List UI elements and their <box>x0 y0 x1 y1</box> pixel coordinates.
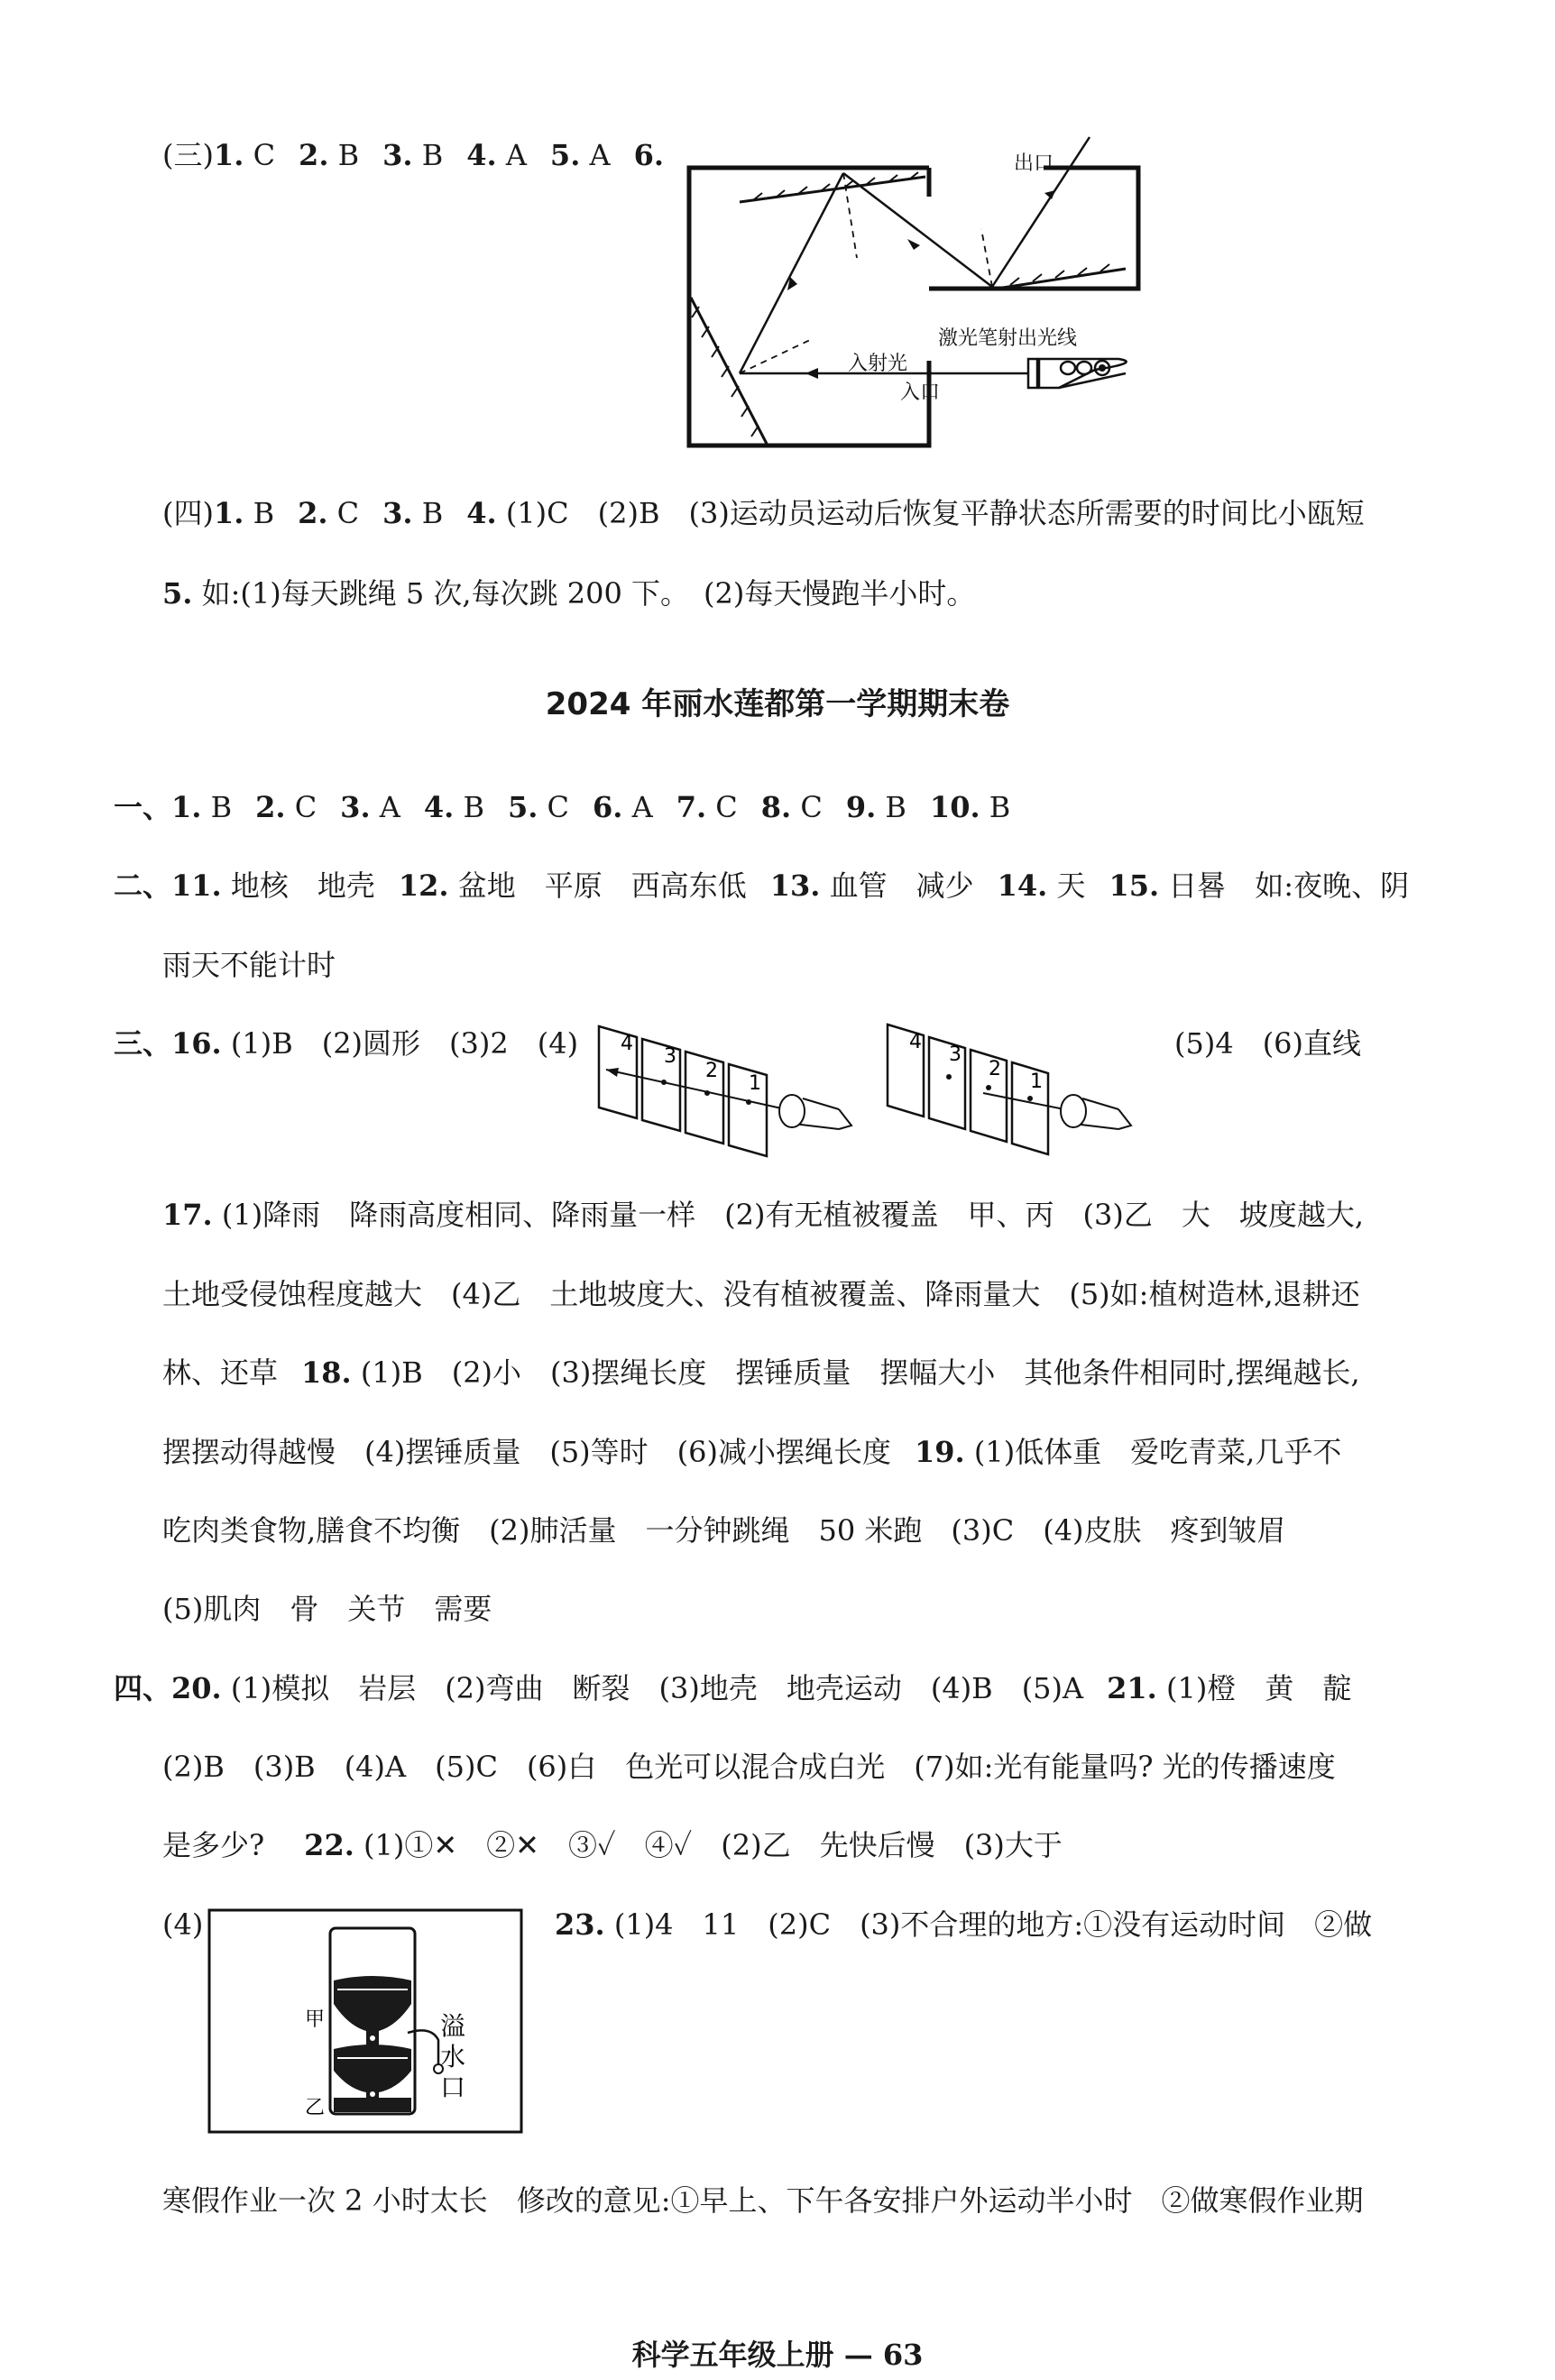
svg-text:溢: 溢 <box>440 2011 466 2041</box>
sec3-answers: (三)1. C 2. B 3. B 4. A 5. A 6. <box>162 138 665 172</box>
svg-text:3: 3 <box>664 1045 676 1068</box>
sec4-line2: 5. 如:(1)每天跳绳 5 次,每次跳 200 下。 (2)每天慢跑半小时。 <box>162 576 976 611</box>
part1-answers: 一、1. B 2. C 3. A 4. B 5. C 6. A 7. C 8. C 9. B 10. B <box>114 790 1011 824</box>
svg-text:3: 3 <box>949 1043 962 1066</box>
q18-q19-line4: 摆摆动得越慢 (4)摆锤质量 (5)等时 (6)减小摆绳长度 19. (1)低体重 爱吃青菜,几乎不 <box>162 1435 1342 1469</box>
exit-label: 出口 <box>1014 152 1054 175</box>
q20-q21-line: 四、20. (1)模拟 岩层 (2)弯曲 断裂 (3)地壳 地壳运动 (4)B (5)A 21. (1)橙 黄 靛 <box>114 1671 1352 1705</box>
q17-line2: 土地受侵蚀程度越大 (4)乙 土地坡度大、没有植被覆盖、降雨量大 (5)如:植树造林,退耕还 <box>162 1277 1360 1311</box>
q23-line1: 23. (1)4 11 (2)C (3)不合理的地方:①没有运动时间 ②做 <box>555 1907 1373 1942</box>
svg-text:4: 4 <box>621 1033 633 1055</box>
q16-start: 三、16. (1)B (2)圆形 (3)2 (4) <box>114 1026 579 1061</box>
incident-light-label: 入射光 <box>848 353 908 375</box>
svg-text:水: 水 <box>440 2042 466 2072</box>
svg-text:1: 1 <box>749 1072 761 1095</box>
q19-line5: 吃肉类食物,膳食不均衡 (2)肺活量 一分钟跳绳 50 米跑 (3)C (4)皮肤 疼到皱眉 <box>162 1513 1286 1548</box>
svg-text:口: 口 <box>440 2072 466 2102</box>
entrance-label: 入口 <box>900 381 941 404</box>
q22-part4-label: (4) <box>162 1907 204 1942</box>
q17-line1: 17. (1)降雨 降雨高度相同、降雨量一样 (2)有无植被覆盖 甲、丙 (3)乙 大 坡度越大, <box>162 1198 1365 1232</box>
sec3-label: (三) <box>162 138 214 172</box>
q17-q18-line3: 林、还草 18. (1)B (2)小 (3)摆绳长度 摆锤质量 摆幅大小 其他条件相同时,摆绳越长, <box>162 1355 1360 1390</box>
sec4-line1: (四)1. B 2. C 3. B 4. (1)C (2)B (3)运动员运动后恢复平静状态所需要的时间比小瓯短 <box>162 496 1365 530</box>
part2-line2: 雨天不能计时 <box>162 948 336 982</box>
laser-label: 激光笔射出光线 <box>938 327 1078 350</box>
yi-label: 乙 <box>305 2097 326 2119</box>
q23-line2: 寒假作业一次 2 小时太长 修改的意见:①早上、下午各安排户外运动半小时 ②做寒假作业期 <box>162 2183 1364 2218</box>
q16-end: (5)4 (6)直线 <box>1174 1026 1362 1061</box>
svg-text:2: 2 <box>705 1060 718 1082</box>
svg-text:4: 4 <box>909 1031 922 1053</box>
page-footer: 科学五年级上册 — 63 <box>631 2338 924 2372</box>
jia-label: 甲 <box>305 2008 326 2031</box>
q19-line6: (5)肌肉 骨 关节 需要 <box>162 1592 492 1626</box>
svg-text:2: 2 <box>989 1058 1001 1080</box>
part2-line1: 二、11. 地核 地壳 12. 盆地 平原 西高东低 13. 血管 减少 14. 天 15. 日晷 如:夜晚、阴 <box>114 868 1410 903</box>
exam-title: 2024 年丽水莲都第一学期期末卷 <box>545 686 1010 722</box>
q21-q22-line3: 是多少? 22. (1)①✕ ②✕ ③✓ ④✓ (2)乙 先快后慢 (3)大于 <box>162 1828 1063 1862</box>
svg-text:1: 1 <box>1030 1071 1043 1093</box>
q21-line2: (2)B (3)B (4)A (5)C (6)白 色光可以混合成白光 (7)如:光有能量吗? 光的传播速度 <box>162 1750 1336 1784</box>
